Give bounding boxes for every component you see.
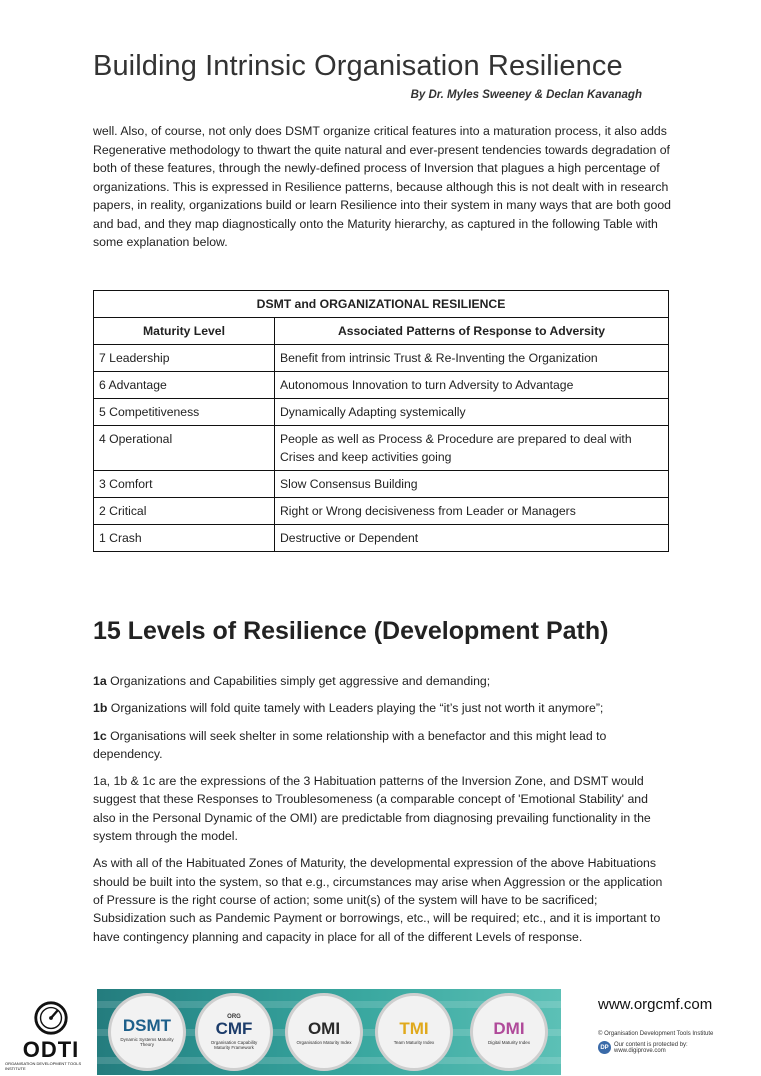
column-header-patterns: Associated Patterns of Response to Adversity bbox=[275, 318, 669, 345]
pattern-cell: Slow Consensus Building bbox=[275, 471, 669, 498]
maturity-level-cell: 3 Comfort bbox=[94, 471, 275, 498]
table-row bbox=[94, 372, 669, 399]
table-row bbox=[94, 498, 669, 525]
digiprove-icon: DP bbox=[598, 1041, 611, 1054]
item-text: Organizations and Capabilities simply get aggressive and demanding; bbox=[106, 674, 491, 688]
pattern-cell: Dynamically Adapting systemically bbox=[275, 399, 669, 426]
document-title: Building Intrinsic Organisation Resilience bbox=[93, 50, 623, 82]
protection-line-2: www.digiprove.com bbox=[614, 1047, 666, 1054]
badge-name: CMF bbox=[215, 1019, 253, 1038]
badge-subtitle: Organisation Capability Maturity Framework bbox=[210, 1040, 258, 1050]
tmi-badge bbox=[375, 993, 453, 1071]
protection-text bbox=[614, 1042, 688, 1054]
protection-notice bbox=[598, 1041, 688, 1054]
body-paragraph: 1a, 1b & 1c are the expressions of the 3 Habituation patterns of the Inversion Zone, and DSMT would suggest that these Responses to Troublesomeness (a comparable concept of 'Emotional Stability' and also in the Personal Dynamic of the OMI) are predictable from diagnosing prevailing functionality in the system through the model. bbox=[93, 774, 651, 844]
copyright-notice: © Organisation Development Tools Institute bbox=[598, 1031, 714, 1037]
orgcmf-badge bbox=[195, 993, 273, 1071]
maturity-level-cell: 1 Crash bbox=[94, 525, 275, 552]
badge-subtitle: Dynamic Systems Maturity Theory bbox=[120, 1037, 174, 1047]
odti-logo-subtitle: ORGANISATION DEVELOPMENT TOOLS INSTITUTE bbox=[5, 1061, 82, 1071]
dsmt-badge bbox=[108, 993, 186, 1071]
table-header-row bbox=[94, 318, 669, 345]
badge-subtitle: Organisation Maturity Index bbox=[296, 1039, 352, 1045]
protection-line-1: Our content is protected by: bbox=[614, 1041, 688, 1048]
badge-name: DSMT bbox=[122, 1016, 172, 1035]
badge-subtitle: Team Maturity Index bbox=[393, 1039, 435, 1045]
table-caption-row bbox=[94, 291, 669, 318]
website-link[interactable]: www.orgcmf.com bbox=[598, 996, 713, 1013]
table-row bbox=[94, 471, 669, 498]
pattern-cell: People as well as Process & Procedure are prepared to deal with Crises and keep activities going bbox=[275, 426, 669, 471]
maturity-level-cell: 6 Advantage bbox=[94, 372, 275, 399]
pattern-cell: Autonomous Innovation to turn Adversity to Advantage bbox=[275, 372, 669, 399]
table-row bbox=[94, 399, 669, 426]
list-item bbox=[93, 727, 673, 764]
table-row bbox=[94, 345, 669, 372]
badge-name: TMI bbox=[399, 1018, 429, 1038]
odti-logo bbox=[5, 989, 97, 1075]
badge-top-text: ORG bbox=[227, 1014, 241, 1020]
badge-subtitle: Digital Maturity Index bbox=[487, 1039, 531, 1045]
footer-logo-band bbox=[5, 989, 561, 1075]
maturity-level-cell: 7 Leadership bbox=[94, 345, 275, 372]
pattern-cell: Right or Wrong decisiveness from Leader or Managers bbox=[275, 498, 669, 525]
omi-badge bbox=[285, 993, 363, 1071]
compass-icon bbox=[32, 999, 70, 1037]
maturity-level-cell: 5 Competitiveness bbox=[94, 399, 275, 426]
item-tag: 1c bbox=[93, 728, 107, 743]
maturity-level-cell: 4 Operational bbox=[94, 426, 275, 471]
dmi-badge bbox=[470, 993, 548, 1071]
table-row bbox=[94, 426, 669, 471]
list-item bbox=[93, 672, 673, 690]
body-paragraph: As with all of the Habituated Zones of Maturity, the developmental expression of the above Habituations should be built into the system, so that e.g., circumstances may arise when Aggression or the application of Pressure is the right course of action; some unit(s) of the system will have to be sacrificed; Subsidization such as Pandemic Payment or borrowings, etc., will be required; etc., and it is important to have contingency planning and capacity in place for all of the different Levels of response. bbox=[93, 856, 663, 944]
table-caption: DSMT and ORGANIZATIONAL RESILIENCE bbox=[94, 291, 669, 318]
column-header-maturity: Maturity Level bbox=[94, 318, 275, 345]
section-body bbox=[93, 672, 673, 955]
pattern-cell: Benefit from intrinsic Trust & Re-Inventing the Organization bbox=[275, 345, 669, 372]
list-item bbox=[93, 699, 673, 717]
badge-name: DMI bbox=[493, 1018, 525, 1038]
odti-logo-text: ODTI bbox=[22, 1037, 80, 1062]
maturity-level-cell: 2 Critical bbox=[94, 498, 275, 525]
item-text: Organisations will seek shelter in some relationship with a benefactor and this might lead to dependency. bbox=[93, 728, 607, 761]
author-byline: By Dr. Myles Sweeney & Declan Kavanagh bbox=[410, 89, 642, 101]
item-tag: 1b bbox=[93, 701, 108, 716]
item-tag: 1a bbox=[93, 674, 107, 688]
item-text: Organizations will fold quite tamely with Leaders playing the “it’s just not worth it anymore”; bbox=[107, 701, 604, 716]
pattern-cell: Destructive or Dependent bbox=[275, 525, 669, 552]
table-row bbox=[94, 525, 669, 552]
intro-paragraph: well. Also, of course, not only does DSMT organize critical features into a maturation process, it also adds Regenerative methodology to thwart the quite natural and ever-present tendencies towards degradation of both of these features, through the newly-defined process of Inversion that plagues a high percentage of organizations. This is expressed in Resilience patterns, because although this is not dealt with in research papers, in reality, organizations build or learn Resilience into their system in many ways that are both good and bad, and they map diagnostically onto the Maturity hierarchy, as captured in the following Table with some explanation below. bbox=[93, 124, 672, 249]
badge-name: OMI bbox=[307, 1018, 341, 1038]
section-heading: 15 Levels of Resilience (Development Path) bbox=[93, 617, 609, 645]
resilience-table bbox=[93, 290, 669, 552]
